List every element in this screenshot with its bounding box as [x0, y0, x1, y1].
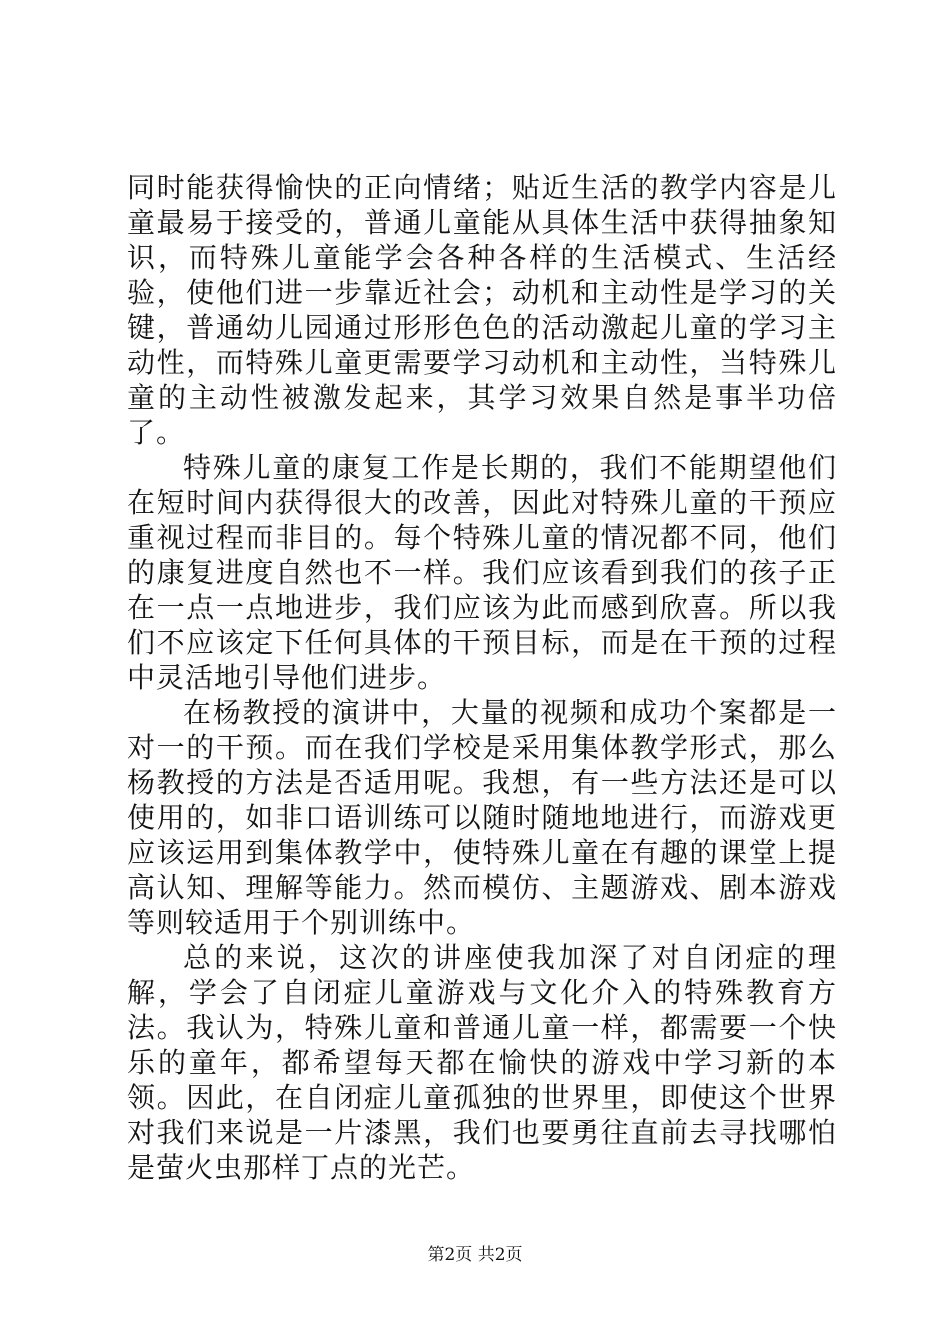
page-number-footer: 第2页 共2页 — [427, 1245, 523, 1265]
paragraph-1: 同时能获得愉快的正向情绪；贴近生活的教学内容是儿童最易于接受的，普通儿童能从具体生活中获得抽象知识，而特殊儿童能学会各种各样的生活模式、生活经验，使他们进一步靠近社会；动机和主动性是学习的关键，普通幼儿园通过形形色色的活动激起儿童的学习主动性，而特殊儿童更需要学习动机和主动性，当特殊儿童的主动性被激发起来，其学习效果自然是事半功倍了。 — [127, 171, 837, 449]
paragraph-4: 总的来说，这次的讲座使我加深了对自闭症的理解，学会了自闭症儿童游戏与文化介入的特殊教育方法。我认为，特殊儿童和普通儿童一样，都需要一个快乐的童年，都希望每天都在愉快的游戏中学习新的本领。因此，在自闭症儿童孤独的世界里，即使这个世界对我们来说是一片漆黑，我们也要勇往直前去寻找哪怕是萤火虫那样丁点的光芒。 — [127, 941, 837, 1184]
document-body — [127, 170, 837, 1185]
paragraph-3: 在杨教授的演讲中，大量的视频和成功个案都是一对一的干预。而在我们学校是采用集体教学形式，那么杨教授的方法是否适用呢。我想，有一些方法还是可以使用的，如非口语训练可以随时随地地进行，而游戏更应该运用到集体教学中，使特殊儿童在有趣的课堂上提高认知、理解等能力。然而模仿、主题游戏、剧本游戏等则较适用于个别训练中。 — [127, 696, 837, 939]
paragraph-2: 特殊儿童的康复工作是长期的，我们不能期望他们在短时间内获得很大的改善，因此对特殊儿童的干预应重视过程而非目的。每个特殊儿童的情况都不同，他们的康复进度自然也不一样。我们应该看到我们的孩子正在一点一点地进步，我们应该为此而感到欣喜。所以我们不应该定下任何具体的干预目标，而是在干预的过程中灵活地引导他们进步。 — [127, 451, 837, 694]
